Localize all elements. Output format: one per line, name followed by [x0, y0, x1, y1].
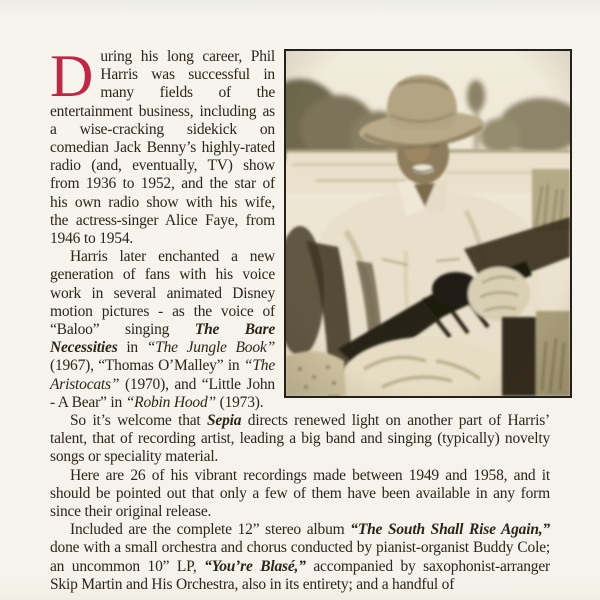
article-text [50, 43, 550, 594]
text-run: Included are the complete 12” stereo album [70, 521, 351, 539]
text-run: So it’s welcome that [70, 412, 207, 430]
text-run: uring his long career, Phil Harris was successful in many fields of the entertainment business, including as a wise-cracking sidekick on comedian Jack Benny’s highly-rated radio (and, eventually, TV) show from 1936 to 1952, and the star of his own radio show with his wife, the actress-singer Alice Faye, from 1946 to 1954. [50, 48, 275, 248]
paragraph-text [50, 412, 550, 465]
title-emphasis: “The Aristocats” [50, 357, 275, 393]
paragraph-text [50, 248, 275, 411]
text-run: Here are 26 of his vibrant recordings made between 1949 and 1958, and it should be pointed out that only a few of them have been available in any form since their original release. [50, 466, 550, 521]
paragraph-5 [50, 521, 550, 594]
title-emphasis: The Bare Necessities [50, 321, 275, 357]
paragraph-text [50, 467, 550, 520]
text-run: directs renewed light on another part of Harris’ talent, that of recording artist, leading a big band and singing (typically) novelty songs or speciality material. [50, 412, 550, 466]
title-emphasis: “The Jungle Book” [146, 339, 275, 357]
photo-frame [284, 49, 572, 398]
title-emphasis: “The South Shall Rise Again,” [350, 521, 550, 539]
text-run: in [117, 339, 147, 357]
drop-cap: D [50, 43, 94, 109]
text-run: (1967), “Thomas O’Malley” in [50, 357, 244, 375]
text-run: done with a small orchestra and chorus conducted by pianist-organist Buddy Cole; an uncommon 10” LP, [50, 539, 550, 575]
text-run: accompanied by saxophonist-arranger Skip Martin and His Orchestra, also in its entirety; and a handful of [50, 557, 550, 593]
text-run: (1973). [215, 393, 264, 411]
text-run: (1970), and “Little John - A Bear” in [50, 375, 275, 411]
paragraph-3 [50, 412, 550, 467]
text-run: Harris later enchanted a new generation of fans with his voice work in several animated Disney motion pictures - as the voice of “Baloo” singing [50, 248, 275, 339]
phil-harris-photo [286, 51, 570, 396]
title-emphasis: Sepia [207, 412, 242, 430]
title-emphasis: “You’re Blasé,” [204, 557, 306, 575]
paragraph-text [50, 521, 550, 593]
title-emphasis: “Robin Hood” [125, 393, 216, 411]
paragraph-4 [50, 467, 550, 522]
